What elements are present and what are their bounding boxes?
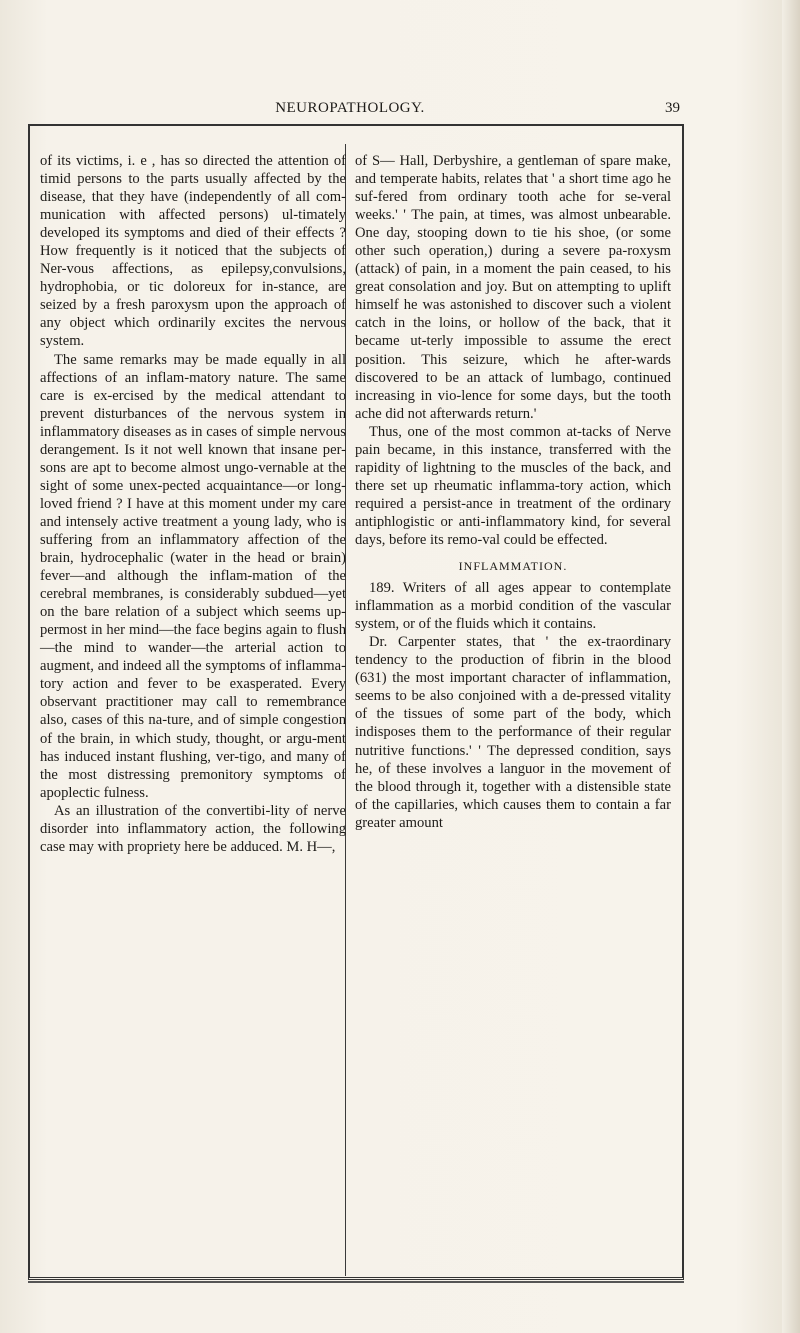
paragraph: 189. Writers of all ages appear to contemplate inflammation as a morbid condition of the vascular system, or of the fluids which it contains. xyxy=(355,580,671,633)
paragraph: of S— Hall, Derbyshire, a gentleman of spare make, and temperate habits, relates that ' a short time ago he suf-fered from ordinary tooth ache for se-veral weeks.' ' The pain, at times, was almost unbearable. One day, stooping down to tie his shoe, (or some other such operation,) during a severe pa-roxysm (attack) of pain, in a moment the pain ceased, to his great consolation and joy. But on attempting to uplift himself he was astonished to discover such a violent catch in the loins, or hollow of the back, that it became ut-terly impossible to assume the erect position. This seizure, which he after-wards discovered to be an attack of lumbago, continued increasing in vio-lence for some days, but the tooth ache did not afterwards return.' xyxy=(355,153,671,422)
page-header xyxy=(20,96,680,120)
bottom-rule xyxy=(28,1281,684,1283)
paragraph: of its victims, i. e , has so directed the attention of timid persons to the parts usually affected by the disease, that they have (independently of all com-munication with affected persons) ul-timately developed its symptoms and died of their effects ? How frequently is it noticed that the subjects of Ner-vous affections, as epilepsy,convulsions, hydrophobia, or tic doloreux for in-stance, are seized by a fresh paroxysm upon the approach of any object which ordinarily excites the nervous system. xyxy=(40,153,346,350)
right-column xyxy=(355,152,671,832)
section-heading: INFLAMMATION. xyxy=(458,559,568,574)
page-number: 39 xyxy=(665,100,680,116)
paragraph: As an illustration of the convertibi-lity of nerve disorder into inflammatory action, the following case may with propriety here be adduced. M. H—, xyxy=(40,802,346,855)
paragraph: The same remarks may be made equally in all affections of an inflam-matory nature. The same care is ex-ercised by the medical attendant to prevent disturbances of the nervous system in inflammatory diseases as in cases of simple nervous derangement. Is it not well known that insane per-sons are apt to become almost ungo-vernable at the sight of some unex-pected acquaintance—or long-loved friend ? I have at this moment under my care and intensely active treatment a young lady, who is suffering from an inflammatory affection of the brain, hydrocephalic (water in the head or brain) fever—and although the inflam-mation of the cerebral membranes, is considerably subdued—yet on the bare relation of a subject which seems up-permost in her mind—the face begins again to flush—the mind to wander—the arterial action to augment, and indeed all the symptoms of inflamma-tory action and fever to be exasperated. Every observant practitioner may call to remembrance also, cases of this na-ture, and of simple congestion of the brain, in which study, thought, or argu-ment has induced instant flushing, ver-tigo, and many of the most distressing premonitory symptoms of apoplectic fulness. xyxy=(40,351,346,801)
running-title: NEUROPATHOLOGY. xyxy=(275,100,425,116)
page-edge xyxy=(782,0,800,1333)
left-column xyxy=(40,152,346,856)
paragraph: Thus, one of the most common at-tacks of Nerve pain became, in this instance, transferred with the rapidity of lightning to the muscles of the back, and there set up rheumatic inflamma-tory action, which required a persist-ance in treatment of the ordinary antiphlogistic or anti-inflammatory kind, for several days, before its remo-val could be effected. xyxy=(355,423,671,548)
paragraph: Dr. Carpenter states, that ' the ex-traordinary tendency to the production of fibrin in the blood (631) the most important character of inflammation, seems to be also conjoined with a de-pressed vitality of the tissues of some part of the body, which indisposes them to the performance of their regular nutritive functions.' ' The depressed condition, says he, of these involves a languor in the movement of the blood through it, together with a distensible state of the capillaries, which causes them to contain a far greater amount xyxy=(355,634,671,831)
